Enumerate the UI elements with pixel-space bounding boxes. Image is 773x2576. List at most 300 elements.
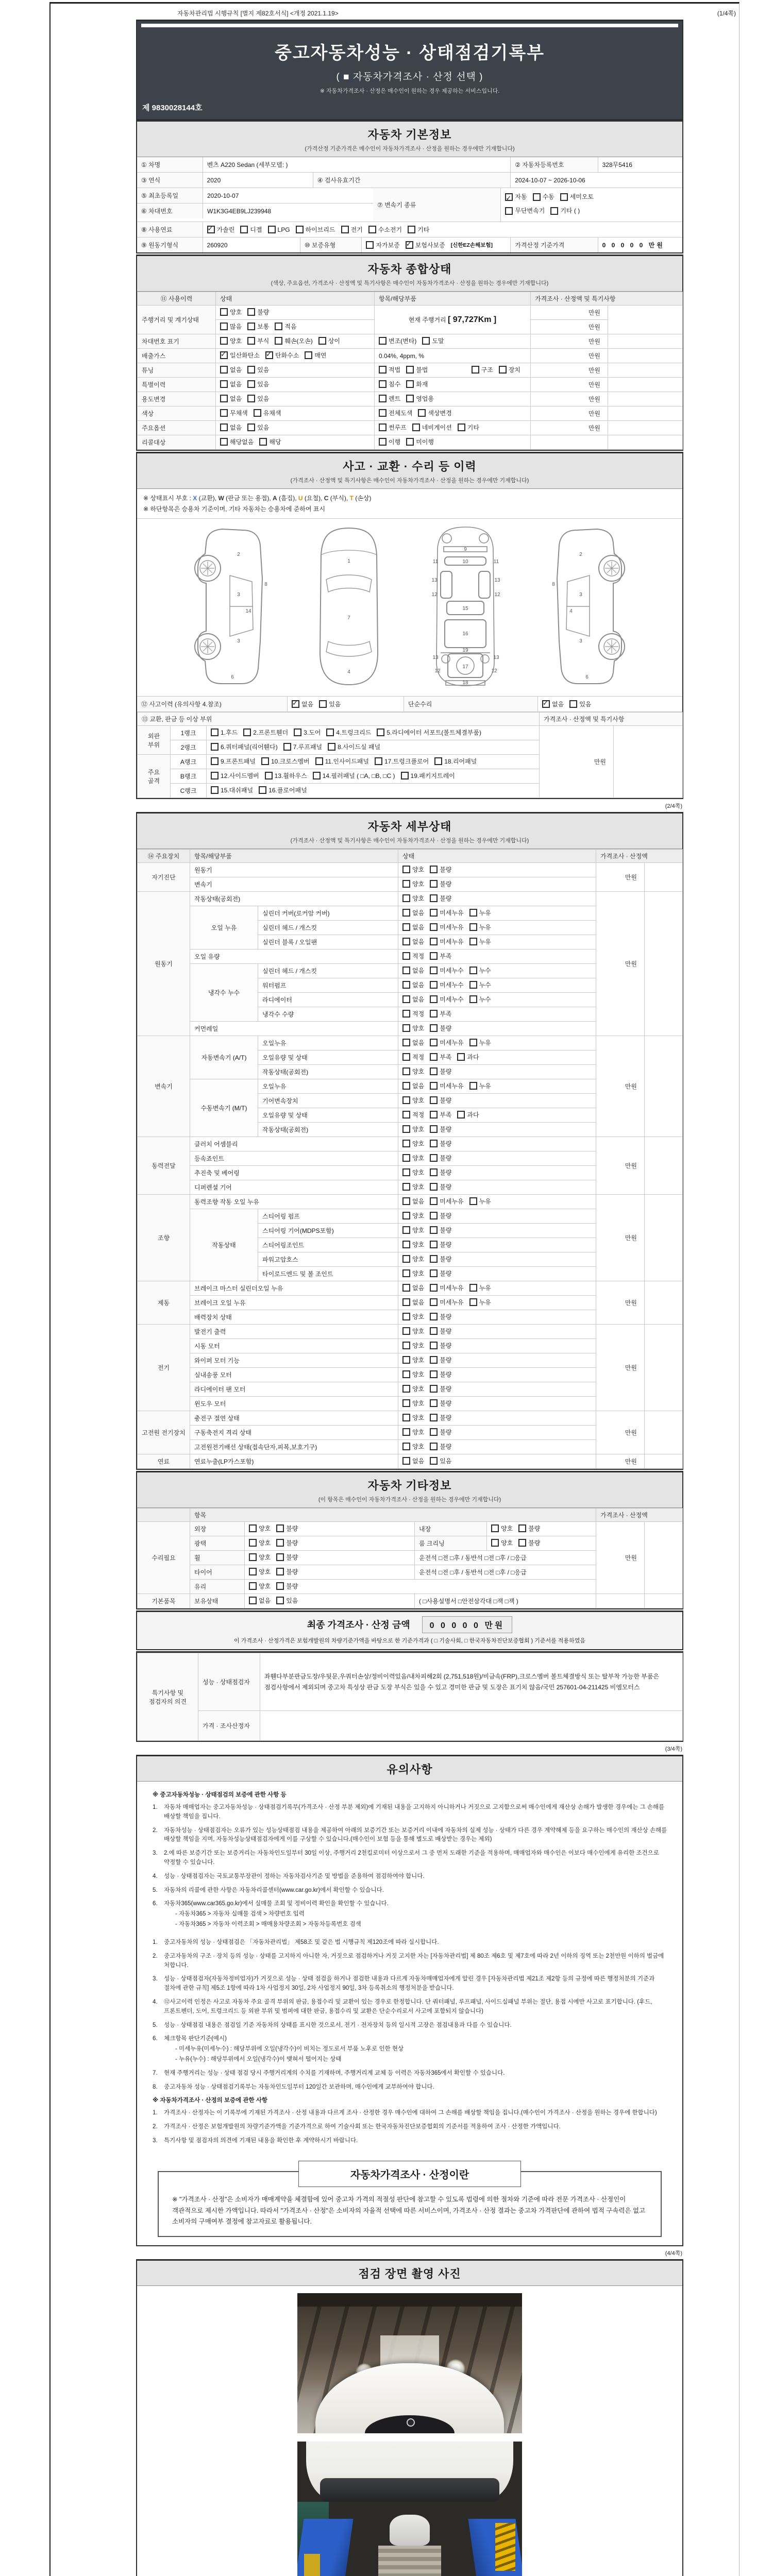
checkbox-16.플로어패널[interactable]: 16.플로어패널 <box>259 786 307 794</box>
checkbox-box <box>249 1524 257 1532</box>
checkbox-17.트렁크플로어[interactable]: 17.트렁크플로어 <box>375 757 429 766</box>
checkbox-box <box>265 351 273 359</box>
table-row: ⑧ 사용연료 ✓ 가솔린 디젤 LPG 하이브리드 전기 수소전기 기타 <box>137 222 682 238</box>
checkbox-가솔린[interactable]: ✓ 가솔린 <box>207 225 235 234</box>
checkbox-무채색[interactable]: 무채색 <box>220 409 248 417</box>
car-damage-diagrams <box>137 519 682 697</box>
checkbox-양호[interactable]: 양호 <box>402 1327 424 1335</box>
checkbox-구조[interactable]: 구조 <box>472 365 493 374</box>
notice-item: 6. 체크항목 판단기준(예시) - 미세누유(미세누수) : 해당부위에 오일(냉각수)이 비치는 정도로서 부품 노후로 인한 현상 - 누유(누수) : 해당부위에서 오일(냉각수)이 맺혀서 떨어지는 상태 <box>153 2035 669 2064</box>
checkbox-box <box>379 423 386 431</box>
svg-text:2: 2 <box>237 552 240 558</box>
checkbox-box <box>560 193 568 201</box>
table-row: 주요옵션 없음 있음 썬루프 네비게이션 기타 만원 <box>138 421 683 435</box>
checkbox-미세누유[interactable]: 미세누유 <box>430 1283 463 1292</box>
checkbox-불량[interactable]: 불량 <box>430 1182 451 1191</box>
checkbox-불량[interactable]: 불량 <box>430 865 451 874</box>
checkbox-양호[interactable]: 양호 <box>402 1226 424 1234</box>
checkbox-불량[interactable]: 불량 <box>430 894 451 903</box>
checkbox-box <box>469 967 477 974</box>
checkbox-많음[interactable]: 많음 <box>220 322 242 331</box>
table-row: 스티어링 기어(MDPS포함) 양호 불량 <box>138 1224 683 1238</box>
checkbox-미세누유[interactable]: 미세누유 <box>430 1081 463 1090</box>
checkbox-미이행[interactable]: 미이행 <box>406 437 434 446</box>
checkbox-불량[interactable]: 불량 <box>430 1413 451 1422</box>
checkbox-불량[interactable]: 불량 <box>430 1125 451 1133</box>
table-row: 실린더 블록 / 오일팬 없음 미세누유 누유 <box>138 935 683 950</box>
checkbox-양호[interactable]: 양호 <box>402 1384 424 1393</box>
checkbox-box <box>402 1053 410 1061</box>
checkbox-양호[interactable]: 양호 <box>402 1125 424 1133</box>
table-row: 변속기 자동변속기 (A/T) 오일누유 없음 미세누유 누유 만원 <box>138 1036 683 1050</box>
checkbox-디젤[interactable]: 디젤 <box>240 225 262 234</box>
table-row: 스티어링조인트 양호 불량 <box>138 1238 683 1252</box>
checkbox-box <box>211 772 219 779</box>
table-row: 유리 양호 불량 <box>138 1580 683 1594</box>
checkbox-없음[interactable]: 없음 <box>402 1038 424 1047</box>
checkbox-box <box>430 1067 438 1075</box>
checkbox-색상변경[interactable]: 색상변경 <box>418 409 451 417</box>
checkbox-불량[interactable]: 불량 <box>430 1370 451 1379</box>
table-row: 외판 부위 1랭크 1.후드 2.프론트휀더 3.도어 4.트렁크리드 5.라디에이터 서포트(볼트체결부품) 만원 <box>138 726 683 740</box>
checkbox-불량[interactable]: 불량 <box>276 1553 298 1562</box>
checkbox-부족[interactable]: 부족 <box>430 1053 451 1061</box>
section-subtitle: (색상, 주요옵션, 가격조사 · 산정액 및 특기사항은 매수인이 자동차가격조사 · 산정을 원하는 경우에만 기재합니다) <box>271 280 549 287</box>
checkbox-LPG[interactable]: LPG <box>268 226 290 233</box>
checkbox-불량[interactable]: 불량 <box>518 1538 540 1547</box>
table-row: 배력장치 상태 양호 불량 <box>138 1310 683 1325</box>
checkbox-box <box>430 1140 438 1147</box>
checkbox-과다[interactable]: 과다 <box>457 1053 479 1061</box>
checkbox-누수[interactable]: 누수 <box>469 980 491 989</box>
checkbox-미세누유[interactable]: 미세누유 <box>430 1298 463 1307</box>
checkbox-없음[interactable]: ✓ 없음 <box>542 700 564 708</box>
checkbox-box <box>402 894 410 902</box>
checkbox-1.후드[interactable]: 1.후드 <box>211 728 238 737</box>
checkbox-누유[interactable]: 누유 <box>469 923 491 931</box>
checkbox-누유[interactable]: 누유 <box>469 1197 491 1206</box>
checkbox-box <box>402 1154 410 1162</box>
checkbox-미세누유[interactable]: 미세누유 <box>430 1038 463 1047</box>
checkbox-누유[interactable]: 누유 <box>469 1283 491 1292</box>
checkbox-있음[interactable]: 있음 <box>319 700 341 708</box>
checkbox-부식[interactable]: 부식 <box>247 336 269 345</box>
checkbox-불량[interactable]: 불량 <box>430 1269 451 1278</box>
checkbox-양호[interactable]: 양호 <box>249 1582 271 1590</box>
checkbox-양호[interactable]: 양호 <box>249 1538 271 1547</box>
checkbox-없음[interactable]: 없음 <box>402 980 424 989</box>
checkbox-자가보증[interactable]: 자가보증 <box>366 241 399 249</box>
checkbox-box <box>240 226 248 233</box>
checkbox-양호[interactable]: 양호 <box>402 865 424 874</box>
checkbox-미세누수[interactable]: 미세누수 <box>430 980 463 989</box>
checkbox-탄화수소[interactable]: ✓ 탄화수소 <box>265 351 299 360</box>
checkbox-box <box>430 1212 438 1219</box>
fuel-options <box>203 222 682 237</box>
car-diagram-top <box>303 524 395 689</box>
checkbox-13.휠하우스[interactable]: 13.휠하우스 <box>265 771 307 780</box>
checkbox-box <box>375 757 382 765</box>
checkbox-영업용[interactable]: 영업용 <box>406 394 434 403</box>
checkbox-양호[interactable]: 양호 <box>402 1269 424 1278</box>
checkbox-양호[interactable]: 양호 <box>402 1240 424 1249</box>
table-row: 와이퍼 모터 기능 양호 불량 <box>138 1353 683 1368</box>
table-row: 커먼레일 양호 불량 <box>138 1022 683 1036</box>
checkbox-누유[interactable]: 누유 <box>469 1298 491 1307</box>
appraiser-opinion-text <box>260 1711 683 1741</box>
checkbox-양호[interactable]: 양호 <box>402 1024 424 1032</box>
checkbox-불량[interactable]: 불량 <box>430 1355 451 1364</box>
svg-text:17: 17 <box>462 664 468 670</box>
checkbox-12.사이드멤버[interactable]: 12.사이드멤버 <box>211 771 259 780</box>
checkbox-양호[interactable]: 양호 <box>402 1182 424 1191</box>
checkbox-box <box>457 1111 465 1118</box>
checkbox-없음[interactable]: 없음 <box>402 1081 424 1090</box>
checkbox-box <box>207 226 215 233</box>
checkbox-있음[interactable]: 있음 <box>247 380 269 388</box>
table-header-row: 항목 가격조사 · 산정액 <box>138 1509 683 1522</box>
checkbox-없음[interactable]: 없음 <box>220 423 242 432</box>
checkbox-불량[interactable]: 불량 <box>276 1538 298 1547</box>
checkbox-있음[interactable]: 있음 <box>247 423 269 432</box>
checkbox-18.리어패널[interactable]: 18.리어패널 <box>434 757 477 766</box>
section-basic-info <box>136 120 683 253</box>
table-row: 디퍼렌셜 기어 양호 불량 <box>138 1180 683 1195</box>
checkbox-양호[interactable]: 양호 <box>402 1341 424 1350</box>
checkbox-양호[interactable]: 양호 <box>402 1399 424 1408</box>
checkbox-box <box>430 1096 438 1104</box>
table-row: 주행거리 및 계기상태 양호 불량 현재 주행거리 [ 97,727Km ] 만원 <box>138 306 683 320</box>
checkbox-양호[interactable]: 양호 <box>402 1428 424 1436</box>
checkbox-없음[interactable]: 없음 <box>402 923 424 931</box>
checkbox-2.프론트휀더[interactable]: 2.프론트휀더 <box>243 728 288 737</box>
checkbox-14.필러패널 ( □A, □B, □C )[interactable]: 14.필러패널 ( □A, □B, □C ) <box>313 771 395 780</box>
checkbox-6.쿼터패널(리어휀다)[interactable]: 6.쿼터패널(리어휀다) <box>211 742 278 751</box>
notice-block1-heading: ※ 중고자동차성능 · 상태점검의 보증에 관한 사항 등 <box>153 1792 287 1799</box>
checkbox-미세누유[interactable]: 미세누유 <box>430 1197 463 1206</box>
checkbox-전기[interactable]: 전기 <box>341 225 363 234</box>
checkbox-없음[interactable]: 없음 <box>402 1283 424 1292</box>
checkbox-box <box>402 995 410 1003</box>
checkbox-불량[interactable]: 불량 <box>430 1240 451 1249</box>
price-info-box-title: 자동차가격조사 · 산정이란 <box>298 2161 521 2187</box>
checkbox-4.트렁크리드[interactable]: 4.트렁크리드 <box>326 728 371 737</box>
checkbox-누유[interactable]: 누유 <box>469 937 491 946</box>
checkbox-box <box>430 1284 438 1292</box>
checkbox-불량[interactable]: 불량 <box>276 1567 298 1576</box>
checkbox-없음[interactable]: ✓ 없음 <box>292 700 313 708</box>
checkbox-box <box>402 1399 410 1407</box>
checkbox-적정[interactable]: 적정 <box>402 1110 424 1119</box>
checkbox-있음[interactable]: 있음 <box>569 700 591 708</box>
section-title: 자동차 기본정보 <box>367 128 452 141</box>
checkbox-양호[interactable]: 양호 <box>402 1312 424 1321</box>
checkbox-있음[interactable]: 있음 <box>430 1456 451 1465</box>
checkbox-불량[interactable]: 불량 <box>430 879 451 888</box>
checkbox-없음[interactable]: 없음 <box>220 394 242 403</box>
checkbox-8.사이드실 패널[interactable]: 8.사이드실 패널 <box>328 742 380 751</box>
checkbox-미세누유[interactable]: 미세누유 <box>430 908 463 917</box>
checkbox-불량[interactable]: 불량 <box>247 308 269 316</box>
checkbox-9.프론트패널[interactable]: 9.프론트패널 <box>211 757 256 766</box>
table-row: 기본품목 보유상태 없음 있음 ( □사용설명서 □안전삼각대 □잭 □잭 ) <box>138 1594 683 1608</box>
checkbox-보통[interactable]: 보통 <box>247 322 269 331</box>
checkbox-box <box>402 1168 410 1176</box>
checkbox-box <box>294 728 301 736</box>
svg-text:12: 12 <box>494 592 500 598</box>
checkbox-매연[interactable]: 매연 <box>305 351 326 360</box>
checkbox-양호[interactable]: 양호 <box>402 1139 424 1148</box>
table-row: ⑤ 최초등록일 2020-10-07 ⑥ 차대번호 W1K3G4EB9LJ239948 ⑦ 변속기 종류 ✓ 자동 수동 세미오토 무단변속기 기타 ( ) <box>137 188 682 222</box>
checkbox-box <box>313 772 321 779</box>
checkbox-불량[interactable]: 불량 <box>430 1211 451 1220</box>
checkbox-box <box>469 1039 477 1046</box>
checkbox-불량[interactable]: 불량 <box>430 1399 451 1408</box>
page-subtitle: ( ■ 자동차가격조사 · 산정 선택 ) <box>336 72 483 82</box>
table-row: 리콜대상 해당없음 해당 이행 미이행 <box>138 435 683 450</box>
checkbox-box <box>430 1342 438 1349</box>
checkbox-양호[interactable]: 양호 <box>402 1067 424 1076</box>
checkbox-없음[interactable]: 없음 <box>220 380 242 388</box>
extra-options: 운전석 □전 □후 / 동반석 □전 □후 / □응급 <box>415 1551 596 1565</box>
checkbox-없음[interactable]: 없음 <box>402 908 424 917</box>
checkbox-이행[interactable]: 이행 <box>379 437 400 446</box>
checkbox-불량[interactable]: 불량 <box>430 1168 451 1177</box>
checkbox-불량[interactable]: 불량 <box>430 1226 451 1234</box>
checkbox-과다[interactable]: 과다 <box>457 1110 479 1119</box>
emission-values: 0.04%, 4ppm, % <box>379 352 425 360</box>
checkbox-적정[interactable]: 적정 <box>402 952 424 960</box>
notice-item: 7. 현재 주행거리는 성능 · 상태 점검 당시 주행거리계의 수치를 기재하며, 주행거리계 교체 등 이력은 자동차365에서 확인할 수 있습니다. <box>153 2070 505 2076</box>
checkbox-box <box>469 1284 477 1292</box>
car-diagram-side-left <box>181 524 284 689</box>
checkbox-부족[interactable]: 부족 <box>430 1009 451 1018</box>
checkbox-미세누유[interactable]: 미세누유 <box>430 937 463 946</box>
checkbox-누수[interactable]: 누수 <box>469 995 491 1004</box>
checkbox-box <box>402 1327 410 1335</box>
table-row: ⑨ 원동기형식 260920 ⑩ 보증유형 자가보증 ✓ 보험사보증 [신한EZ손해보험] 가격산정 기준가격 0 0 0 0 0 만원 <box>137 238 682 252</box>
checkbox-불량[interactable]: 불량 <box>276 1524 298 1533</box>
checkbox-불량[interactable]: 불량 <box>430 1341 451 1350</box>
page-marker-4: (4/4쪽) <box>665 2250 682 2257</box>
checkbox-양호[interactable]: 양호 <box>402 1096 424 1105</box>
checkbox-없음[interactable]: 없음 <box>402 1298 424 1307</box>
checkbox-누유[interactable]: 누유 <box>469 908 491 917</box>
checkbox-보험사보증[interactable]: ✓ 보험사보증 <box>406 241 445 249</box>
checkbox-적정[interactable]: 적정 <box>402 1009 424 1018</box>
checkbox-일산화탄소[interactable]: ✓ 일산화탄소 <box>220 351 260 360</box>
checkbox-box <box>243 728 251 736</box>
checkbox-없음[interactable]: 없음 <box>249 1596 271 1605</box>
checkbox-상이[interactable]: 상이 <box>318 336 340 345</box>
checkbox-부족[interactable]: 부족 <box>430 1110 451 1119</box>
checkbox-양호[interactable]: 양호 <box>402 894 424 903</box>
checkbox-적정[interactable]: 적정 <box>402 1053 424 1061</box>
checkbox-침수[interactable]: 침수 <box>379 380 400 388</box>
checkbox-box <box>569 700 577 708</box>
checkbox-자동[interactable]: ✓ 자동 <box>505 191 527 203</box>
checkbox-기타[interactable]: 기타 <box>408 225 429 234</box>
checkbox-box <box>402 952 410 960</box>
checkbox-불량[interactable]: 불량 <box>276 1582 298 1590</box>
checkbox-box <box>430 1125 438 1133</box>
checkbox-양호[interactable]: 양호 <box>402 879 424 888</box>
checkbox-수소전기[interactable]: 수소전기 <box>368 225 402 234</box>
page-title: 중고자동차성능 · 상태점검기록부 <box>274 43 545 63</box>
checkbox-화재[interactable]: 화재 <box>406 380 428 388</box>
checkbox-미세누수[interactable]: 미세누수 <box>430 995 463 1004</box>
checkbox-불량[interactable]: 불량 <box>430 1067 451 1076</box>
checkbox-box <box>430 995 438 1003</box>
checkbox-없음[interactable]: 없음 <box>402 937 424 946</box>
checkbox-훼손(오손)[interactable]: 훼손(오손) <box>275 336 312 345</box>
svg-text:3: 3 <box>579 592 582 598</box>
checkbox-3.도어[interactable]: 3.도어 <box>294 728 321 737</box>
checkbox-불법[interactable]: 불법 <box>406 365 428 374</box>
checkbox-7.루프패널[interactable]: 7.루프패널 <box>283 742 322 751</box>
distant-white-car <box>390 2515 430 2546</box>
checkbox-누유[interactable]: 누유 <box>469 1081 491 1090</box>
checkbox-box <box>430 909 438 917</box>
checkbox-양호[interactable]: 양호 <box>402 1355 424 1364</box>
checkbox-box <box>430 938 438 945</box>
notice-item: 4. ⑫사고이력 인정은 사고로 자동차 주요 골격 부위의 판금, 용접수리 및 교환이 있는 경우로 한정합니다. 단 쿼터패널, 루프패널, 사이드실패널 부위는 절단, 용접 시에만 사고로 표기합니다. (후드, 프론트펜더, 도어, 트렁크리드 등 외판 부위 및 범퍼에 대한 판금, 용접수리 및 교환은 단순수리로서 사고에 포함되지 않습니다) <box>153 1998 652 2014</box>
checkbox-box <box>469 981 477 989</box>
table-row: 수동변속기 (M/T) 오일누유 없음 미세누유 누유 <box>138 1079 683 1094</box>
checkbox-box <box>499 366 507 374</box>
checkbox-양호[interactable]: 양호 <box>491 1538 513 1547</box>
checkbox-불량[interactable]: 불량 <box>430 1154 451 1162</box>
checkbox-누수[interactable]: 누수 <box>469 966 491 975</box>
checkbox-box <box>406 438 414 446</box>
checkbox-불량[interactable]: 불량 <box>430 1428 451 1436</box>
checkbox-없음[interactable]: 없음 <box>402 995 424 1004</box>
checkbox-box <box>402 1010 410 1018</box>
checkbox-양호[interactable]: 양호 <box>220 336 242 345</box>
checkbox-도말[interactable]: 도말 <box>422 336 444 345</box>
notice-subitem: - 자동차365 > 자동차 이력조회 > 매매용차량조회 > 자동차등록번호 검색 <box>175 1921 361 1928</box>
checkbox-무단변속기[interactable]: 무단변속기 <box>505 205 545 217</box>
checkbox-양호[interactable]: 양호 <box>402 1168 424 1177</box>
checkbox-19.패키지트레이[interactable]: 19.패키지트레이 <box>401 771 455 780</box>
checkbox-양호[interactable]: 양호 <box>220 308 242 316</box>
checkbox-해당[interactable]: 해당 <box>259 437 281 446</box>
checkbox-불량[interactable]: 불량 <box>430 1384 451 1393</box>
checkbox-box <box>430 1443 438 1450</box>
checkbox-세미오토[interactable]: 세미오토 <box>560 191 594 203</box>
checkbox-양호[interactable]: 양호 <box>402 1442 424 1451</box>
checkbox-렌트[interactable]: 렌트 <box>379 394 400 403</box>
checkbox-box <box>402 1457 410 1465</box>
checkbox-있음[interactable]: 있음 <box>276 1596 298 1605</box>
checkbox-없음[interactable]: 없음 <box>220 365 242 374</box>
checkbox-불량[interactable]: 불량 <box>430 1139 451 1148</box>
checkbox-기타 ( )[interactable]: 기타 ( ) <box>550 205 580 217</box>
checkbox-수동[interactable]: 수동 <box>533 191 554 203</box>
checkbox-전체도색[interactable]: 전체도색 <box>379 409 412 417</box>
checkbox-box <box>276 1568 284 1575</box>
checkbox-양호[interactable]: 양호 <box>402 1255 424 1263</box>
checkbox-box <box>430 1154 438 1162</box>
table-row: 가격 · 조사산정자 <box>138 1711 683 1741</box>
checkbox-box <box>402 981 410 989</box>
svg-text:13: 13 <box>494 578 500 584</box>
checkbox-불량[interactable]: 불량 <box>430 1327 451 1335</box>
checkbox-유채색[interactable]: 유채색 <box>254 409 281 417</box>
checkbox-불량[interactable]: 불량 <box>430 1024 451 1032</box>
checkbox-불량[interactable]: 불량 <box>430 1096 451 1105</box>
checkbox-썬루프[interactable]: 썬루프 <box>379 423 407 432</box>
checkbox-장치[interactable]: 장치 <box>499 365 520 374</box>
checkbox-양호[interactable]: 양호 <box>491 1524 513 1533</box>
checkbox-네비게이션[interactable]: 네비게이션 <box>412 423 452 432</box>
notice-item: 3. 2.에 따른 보증기간 또는 보증거리는 자동차인도일부터 30일 이상, 주행거리 2천킬로미터 이상으로서 그 중 먼저 도래한 기준을 적용하며, 매매업자와 매수인은 이보다 매수인에게 유리한 조건으로 약정할 수 있습니다. <box>153 1850 659 1866</box>
checkbox-불량[interactable]: 불량 <box>518 1524 540 1533</box>
checkbox-10.크로스멤버[interactable]: 10.크로스멤버 <box>261 757 310 766</box>
checkbox-부족[interactable]: 부족 <box>430 952 451 960</box>
checkbox-box <box>402 1082 410 1090</box>
checkbox-없음[interactable]: 없음 <box>402 1197 424 1206</box>
checkbox-양호[interactable]: 양호 <box>402 1211 424 1220</box>
checkbox-box <box>430 1010 438 1018</box>
car-diagram-side-right <box>535 524 638 689</box>
checkbox-5.라디에이터 서포트(볼트체결부품)[interactable]: 5.라디에이터 서포트(볼트체결부품) <box>377 728 481 737</box>
table-row: 차대번호 표기 양호 부식 훼손(오손) 상이 변조(변타) 도말 만원 <box>138 334 683 349</box>
checkbox-box <box>249 1597 257 1604</box>
checkbox-없음[interactable]: 없음 <box>402 966 424 975</box>
checkbox-적음[interactable]: 적음 <box>275 322 296 331</box>
checkbox-양호[interactable]: 양호 <box>402 1413 424 1422</box>
checkbox-15.대쉬패널[interactable]: 15.대쉬패널 <box>211 786 253 794</box>
checkbox-box <box>220 395 228 402</box>
checkbox-box <box>292 700 299 708</box>
checkbox-box <box>402 1067 410 1075</box>
checkbox-미세누유[interactable]: 미세누유 <box>430 923 463 931</box>
checkbox-기타[interactable]: 기타 <box>458 423 479 432</box>
table-row: 자기진단 원동기 양호 불량 만원 <box>138 863 683 877</box>
checkbox-box <box>305 351 312 359</box>
checkbox-불량[interactable]: 불량 <box>430 1255 451 1263</box>
checkbox-양호[interactable]: 양호 <box>249 1524 271 1533</box>
checkbox-box <box>469 1197 477 1205</box>
checkbox-미세누수[interactable]: 미세누수 <box>430 966 463 975</box>
checkbox-적법[interactable]: 적법 <box>379 365 400 374</box>
checkbox-box <box>247 395 255 402</box>
checkbox-양호[interactable]: 양호 <box>249 1567 271 1576</box>
checkbox-하이브리드[interactable]: 하이브리드 <box>296 225 335 234</box>
final-price-label: 최종 가격조사 · 산정 금액 <box>307 1620 410 1631</box>
checkbox-변조(변타)[interactable]: 변조(변타) <box>379 336 416 345</box>
section-subtitle: (가격조사 · 산정액 및 특기사항은 매수인이 자동차가격조사 · 산정을 원하는 경우에만 기재합니다) <box>290 478 529 484</box>
svg-text:15: 15 <box>462 606 468 612</box>
checkbox-누유[interactable]: 누유 <box>469 1038 491 1047</box>
checkbox-불량[interactable]: 불량 <box>430 1312 451 1321</box>
checkbox-있음[interactable]: 있음 <box>247 365 269 374</box>
checkbox-box <box>430 1327 438 1335</box>
checkbox-11.인사이드패널[interactable]: 11.인사이드패널 <box>315 757 369 766</box>
checkbox-box <box>220 423 228 431</box>
checkbox-불량[interactable]: 불량 <box>430 1442 451 1451</box>
checkbox-있음[interactable]: 있음 <box>247 394 269 403</box>
table-row: 휠 양호 불량 운전석 □전 □후 / 동반석 □전 □후 / □응급 <box>138 1551 683 1565</box>
checkbox-box <box>402 1443 410 1450</box>
checkbox-없음[interactable]: 없음 <box>402 1456 424 1465</box>
checkbox-양호[interactable]: 양호 <box>249 1553 271 1562</box>
checkbox-양호[interactable]: 양호 <box>402 1154 424 1162</box>
table-row: 특별이력 없음 있음 침수 화재 만원 <box>138 378 683 392</box>
checkbox-양호[interactable]: 양호 <box>402 1370 424 1379</box>
checkbox-해당없음[interactable]: 해당없음 <box>220 437 254 446</box>
